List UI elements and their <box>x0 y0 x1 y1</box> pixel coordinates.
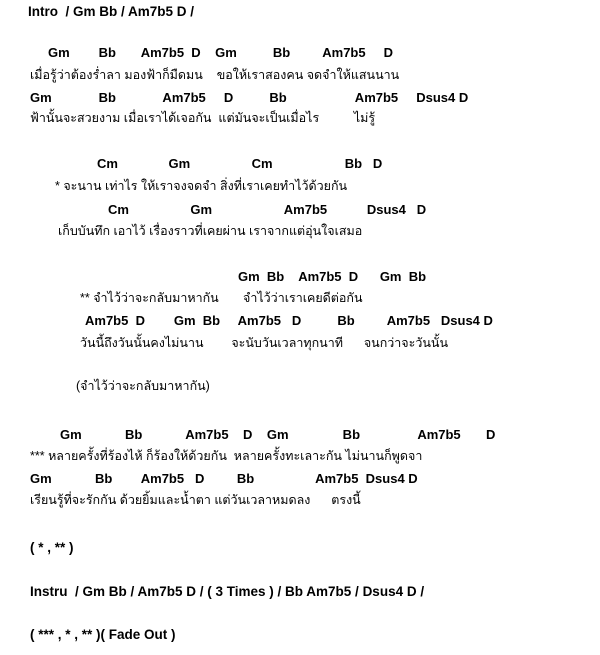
chorus-lyric-2: วันนี้ถึงวันนั้นคงไม่นาน จะนับวันเวลาทุกนาที จนกว่าจะวันนั้น <box>80 336 448 350</box>
chorus-lyric-1: ** จำไว้ว่าจะกลับมาหากัน จำไว้ว่าเราเคยดีต่อกัน <box>80 291 363 305</box>
intro-line: Intro / Gm Bb / Am7b5 D / <box>28 4 195 19</box>
verse-chords-1: Gm Bb Am7b5 D Gm Bb Am7b5 D <box>48 45 394 60</box>
verse-lyric-2: ฟ้านั้นจะสวยงาม เมื่อเราได้เจอกัน แต่มันจะเป็นเมื่อไร ไม่รู้ <box>30 111 376 125</box>
verse-lyric-1: เมื่อรู้ว่าต้องร่ำลา มองฟ้าก็มืดมน ขอให้เราสองคน จดจำให้แสนนาน <box>30 68 400 82</box>
pre-lyric-1: * จะนาน เท่าไร ให้เราจงจดจำ สิ่งที่เราเคยทำไว้ด้วยกัน <box>55 179 348 193</box>
instru-line: Instru / Gm Bb / Am7b5 D / ( 3 Times ) / Bb Am7b5 / Dsus4 D / <box>30 584 425 599</box>
bridge-lyric-1: *** หลายครั้งที่ร้องไห้ ก็ร้องให้ด้วยกัน หลายครั้งทะเลาะกัน ไม่นานก็พูดจา <box>30 449 423 463</box>
verse-chords-2: Gm Bb Am7b5 D Bb Am7b5 Dsus4 D <box>30 90 469 105</box>
chorus-chords-2: Am7b5 D Gm Bb Am7b5 D Bb Am7b5 Dsus4 D <box>85 313 493 328</box>
bridge-lyric-2: เรียนรู้ที่จะรักกัน ด้วยยิ้มและน้ำตา แต่วันเวลาหมดลง ตรงนี้ <box>30 493 361 507</box>
repeat-line: ( * , ** ) <box>30 540 74 555</box>
pre-chords-2: Cm Gm Am7b5 Dsus4 D <box>108 202 427 217</box>
bridge-chords-1: Gm Bb Am7b5 D Gm Bb Am7b5 D <box>60 427 496 442</box>
pre-lyric-2: เก็บบันทึก เอาไว้ เรื่องราวที่เคยผ่าน เราจากแต่อุ่นใจเสมอ <box>58 224 363 238</box>
chorus-chords-1: Gm Bb Am7b5 D Gm Bb <box>238 269 427 284</box>
outro-line: ( *** , * , ** )( Fade Out ) <box>30 627 176 642</box>
chorus-lyric-3: (จำไว้ว่าจะกลับมาหากัน) <box>76 379 210 393</box>
pre-chords-1: Cm Gm Cm Bb D <box>97 156 383 171</box>
bridge-chords-2: Gm Bb Am7b5 D Bb Am7b5 Dsus4 D <box>30 471 418 486</box>
